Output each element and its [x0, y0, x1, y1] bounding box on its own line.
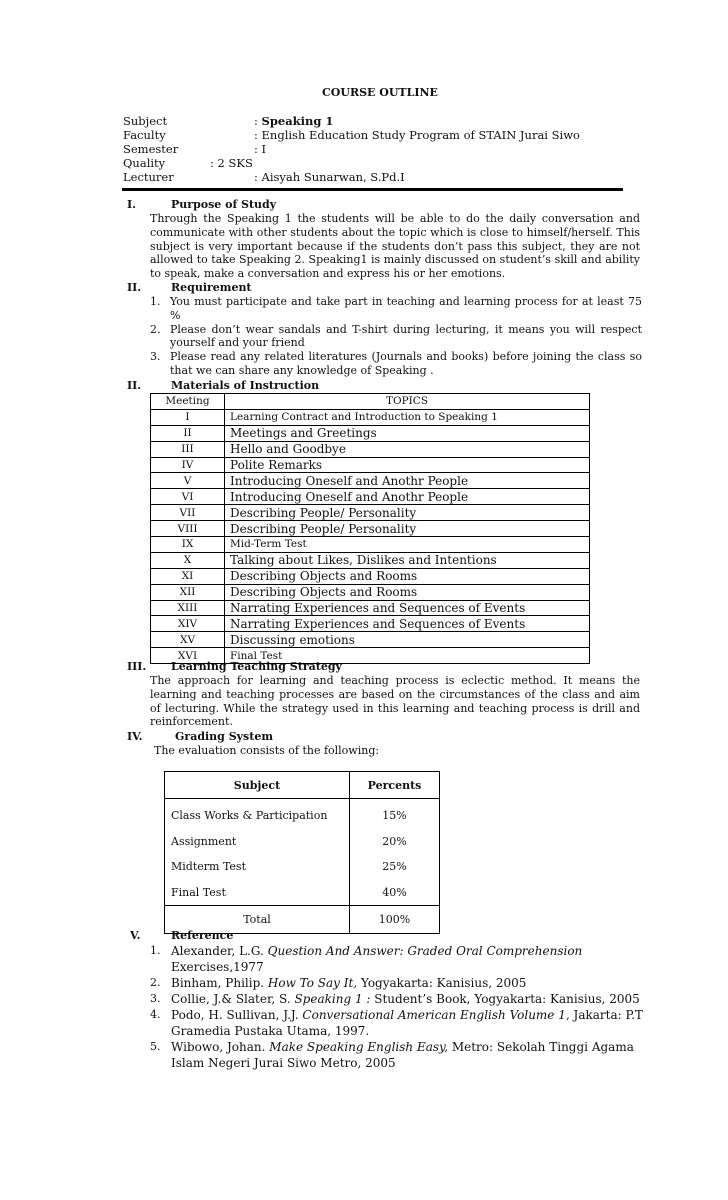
grade-subject-cell: Class Works & Participation: [165, 799, 350, 829]
section-title-requirement: Requirement: [171, 281, 252, 294]
table-row: [151, 521, 590, 537]
reference-title: Question And Answer: Graded Oral Comprehension: [267, 944, 583, 958]
reference-author: Collie, J.& Slater, S.: [171, 992, 295, 1006]
topic-cell: Polite Remarks: [225, 457, 590, 473]
table-row: [151, 457, 590, 473]
topic-cell: Learning Contract and Introduction to Speaking 1: [225, 409, 590, 425]
section-number: II.: [127, 281, 142, 294]
topic-cell: Final Test: [225, 648, 590, 664]
reference-item: [150, 975, 650, 991]
total-value-cell: 100%: [350, 906, 440, 934]
meeting-cell: XIV: [151, 616, 225, 632]
quality-label: Quality: [123, 156, 166, 170]
reference-title: Conversational American English Volume 1,: [302, 1008, 570, 1022]
grading-intro: The evaluation consists of the following:: [154, 744, 380, 757]
item-text: Please don’t wear sandals and T-shirt during lecturing, it means you will respect yourself and your friend: [170, 322, 642, 350]
grade-percent-cell: 25%: [350, 854, 440, 880]
subject-label: Subject: [123, 114, 168, 128]
reference-title: How To Say It,: [267, 976, 358, 990]
reference-author: Binham, Philip.: [171, 976, 268, 990]
table-row: [151, 552, 590, 568]
section-number: V.: [130, 929, 141, 942]
topic-cell: Narrating Experiences and Sequences of Events: [225, 600, 590, 616]
meeting-cell: IV: [151, 457, 225, 473]
table-header-row: [165, 772, 440, 799]
meeting-cell: X: [151, 552, 225, 568]
page-title: COURSE OUTLINE: [322, 86, 438, 99]
meeting-cell: XII: [151, 584, 225, 600]
section-number: I.: [127, 198, 136, 211]
item-text: Please read any related literatures (Journals and books) before joining the class so that we can share any knowledge of Speaking .: [170, 350, 642, 377]
table-row: [151, 409, 590, 425]
header-divider: [122, 188, 623, 191]
topic-cell: Describing People/ Personality: [225, 505, 590, 521]
table-row: [151, 537, 590, 553]
semester-label: Semester: [123, 142, 179, 156]
meeting-cell: VI: [151, 489, 225, 505]
item-number: 1.: [150, 295, 161, 308]
semester-value: : I: [254, 142, 267, 156]
item-number: 3.: [150, 992, 161, 1005]
reference-item: [150, 991, 650, 1007]
column-header-topics: TOPICS: [225, 394, 590, 410]
section-title-materials: Materials of Instruction: [171, 379, 320, 392]
grade-percent-cell: 15%: [350, 799, 440, 829]
table-row: [151, 600, 590, 616]
grade-subject-cell: Final Test: [165, 880, 350, 906]
section-number: IV.: [127, 730, 143, 743]
topic-cell: Discussing emotions: [225, 632, 590, 648]
table-row: [151, 616, 590, 632]
reference-details: Yogyakarta: Kanisius, 2005: [357, 976, 527, 990]
reference-details: Exercises,1977: [171, 960, 264, 974]
column-header-meeting: Meeting: [151, 394, 225, 410]
meeting-cell: I: [151, 409, 225, 425]
section-title-grading: Grading System: [175, 730, 273, 743]
meeting-cell: XI: [151, 568, 225, 584]
table-row: [151, 441, 590, 457]
section-number: II.: [127, 379, 142, 392]
topics-table: [150, 393, 590, 664]
total-label-cell: Total: [165, 906, 350, 934]
strategy-paragraph: The approach for learning and teaching process is eclectic method. It means the learning and teaching processes are based on the circumstances of the class and aim of lecturing. While the strategy used in this learning and teaching process is drill and reinforcement.: [150, 674, 640, 729]
item-number: 2.: [150, 976, 161, 989]
list-item: [150, 350, 642, 378]
faculty-label: Faculty: [123, 128, 166, 142]
item-number: 4.: [150, 1008, 161, 1021]
topic-cell: Describing Objects and Rooms: [225, 584, 590, 600]
topic-cell: Talking about Likes, Dislikes and Intentions: [225, 552, 590, 568]
reference-title: Speaking 1 :: [294, 992, 371, 1006]
table-row: [151, 584, 590, 600]
reference-list: [150, 943, 650, 1071]
faculty-value: : English Education Study Program of STAIN Jurai Siwo: [254, 128, 580, 142]
meeting-cell: VII: [151, 505, 225, 521]
table-row: [151, 632, 590, 648]
section-title-purpose: Purpose of Study: [171, 198, 277, 211]
grade-subject-cell: Assignment: [165, 829, 350, 855]
meeting-cell: V: [151, 473, 225, 489]
quality-value: : 2 SKS: [210, 156, 253, 170]
table-row: [151, 568, 590, 584]
item-number: 3.: [150, 350, 161, 364]
requirement-list: [150, 295, 642, 378]
section-title-reference: Reference: [171, 929, 234, 942]
reference-author: Wibowo, Johan.: [171, 1040, 270, 1054]
table-row: [165, 829, 440, 855]
grading-table: [164, 771, 440, 934]
reference-title: Make Speaking English Easy,: [269, 1040, 449, 1054]
topic-cell: Narrating Experiences and Sequences of Events: [225, 616, 590, 632]
meeting-cell: XIII: [151, 600, 225, 616]
item-number: 2.: [150, 322, 161, 336]
meeting-cell: II: [151, 425, 225, 441]
meeting-cell: IX: [151, 537, 225, 553]
topic-cell: Introducing Oneself and Anothr People: [225, 489, 590, 505]
reference-details: Metro: Sekolah Tinggi Agama Islam Negeri Jurai Siwo Metro, 2005: [171, 1040, 634, 1070]
table-row: [151, 473, 590, 489]
list-item: [150, 323, 642, 351]
table-header-row: [151, 394, 590, 410]
reference-item: [150, 1039, 650, 1071]
topic-cell: Introducing Oneself and Anothr People: [225, 473, 590, 489]
table-row: [165, 799, 440, 829]
section-title-strategy: Learning Teaching Strategy: [171, 660, 342, 673]
meeting-cell: III: [151, 441, 225, 457]
item-number: 1.: [150, 944, 161, 957]
table-row: [165, 880, 440, 906]
meeting-cell: XV: [151, 632, 225, 648]
meeting-cell: XVI: [151, 648, 225, 664]
reference-author: Podo, H. Sullivan, J.J.: [171, 1008, 303, 1022]
topic-cell: Mid-Term Test: [225, 537, 590, 553]
section-number: III.: [127, 660, 147, 673]
table-row: [165, 854, 440, 880]
lecturer-value: : Aisyah Sunarwan, S.Pd.I: [254, 170, 405, 184]
grade-percent-cell: 40%: [350, 880, 440, 906]
column-header-subject: Subject: [165, 772, 350, 799]
column-header-percents: Percents: [350, 772, 440, 799]
lecturer-label: Lecturer: [123, 170, 174, 184]
reference-details: Jakarta: P.T Gramedia Pustaka Utama, 1997.: [171, 1008, 643, 1038]
reference-item: [150, 1007, 650, 1039]
item-number: 5.: [150, 1040, 161, 1053]
subject-value: : Speaking 1: [254, 114, 334, 128]
table-row: [151, 425, 590, 441]
topic-cell: Describing Objects and Rooms: [225, 568, 590, 584]
table-row: [151, 505, 590, 521]
list-item: [150, 295, 642, 323]
reference-author: Alexander, L.G.: [171, 944, 268, 958]
table-row: [151, 489, 590, 505]
meeting-cell: VIII: [151, 521, 225, 537]
reference-item: [150, 943, 650, 975]
grade-percent-cell: 20%: [350, 829, 440, 855]
purpose-paragraph: Through the Speaking 1 the students will be able to do the daily conversation and communicate with other students about the topic which is close to himself/herself. This subject is very important because if the students don’t pass this subject, they are not allowed to take Speaking 2. Speaking1 is mainly discussed on student’s skill and ability to speak, make a conversation and express his or her emotions.: [150, 212, 640, 281]
grade-subject-cell: Midterm Test: [165, 854, 350, 880]
topic-cell: Hello and Goodbye: [225, 441, 590, 457]
item-text: You must participate and take part in teaching and learning process for at least 75 %: [170, 295, 642, 322]
topic-cell: Meetings and Greetings: [225, 425, 590, 441]
topic-cell: Describing People/ Personality: [225, 521, 590, 537]
reference-details: Student’s Book, Yogyakarta: Kanisius, 2005: [370, 992, 640, 1006]
